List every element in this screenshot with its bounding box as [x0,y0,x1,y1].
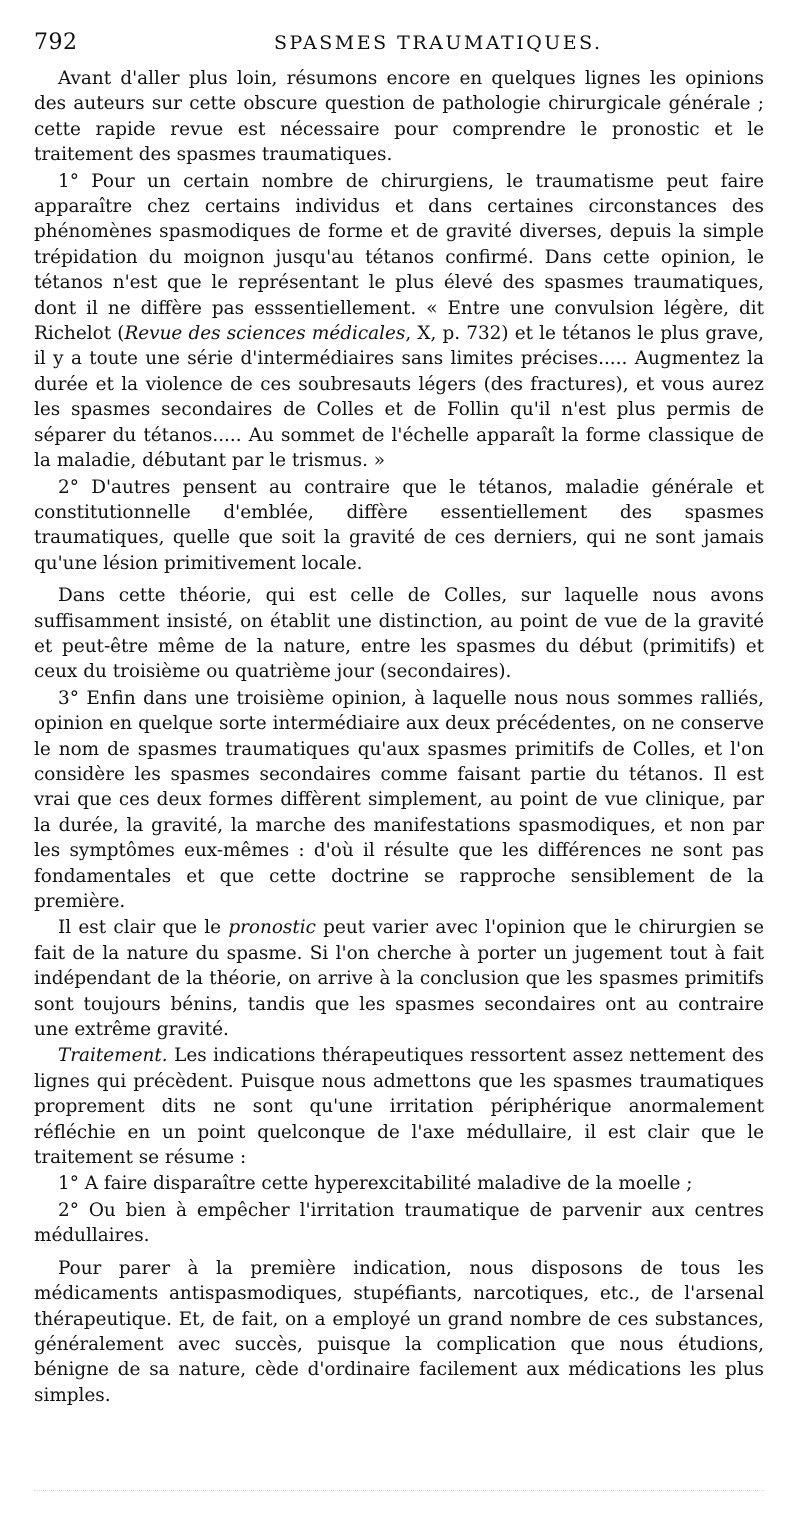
list-item-indication-2 [34,1198,764,1249]
paragraph-text: 2° Ou bien à empêcher l'irritation traumatique de parvenir aux centres médullaires. [34,1199,764,1247]
paragraph-opinion-3 [34,686,764,915]
page-header [34,30,764,60]
paragraph-text: , X, p. 732) et le tétanos le plus grave, il y a toute une série d'intermédiaires sans limites précises..... Augmentez la durée et la violence de ces soubresauts légers (des fractures), et vous aurez les spasmes secondaires de Colles et de Follin qu'il n'est plus permis de séparer du tétanos..... Au sommet de l'échelle apparaît la forme classique de la maladie, débutant par le trismus. » [34,323,764,472]
paragraph-opinion-2 [34,475,764,577]
paragraph-summary-intro [34,66,764,168]
emphasis-pronostic: pronostic [228,917,316,939]
section-lead-traitement: Traitement. [58,1045,168,1067]
running-title: SPASMES TRAUMATIQUES. [274,32,603,54]
citation-title: Revue des sciences médicales [124,323,406,345]
paragraph-text: 2° D'autres pensent au contraire que le tétanos, maladie générale et constitutionnelle d'emblée, diffère essentiellement des spasmes traumatiques, quelle que soit la gravité de ces derniers, qui ne sont jamais qu'une lésion primitivement locale. [34,476,764,574]
paragraph-treatment [34,1043,764,1170]
paragraph-text: 3° Enfin dans une troisième opinion, à laquelle nous nous sommes ralliés, opinion en quelque sorte intermédiaire aux deux précédentes, on ne conserve le nom de spasmes traumatiques qu'aux spasmes primitifs de Colles, et l'on considère les spasmes secondaires comme faisant partie du tétanos. Il est vrai que ces deux formes diffèrent simplement, au point de vue clinique, par la durée, la gravité, la marche des manifestations spasmodiques, et non par les symptômes eux-mêmes : d'où il résulte que les différences ne sont pas fondamentales et que cette doctrine se rapproche sensiblement de la première. [34,687,764,912]
paragraph-text: Les indications thérapeutiques ressortent assez nettement des lignes qui précèdent. Puisque nous admettons que les spasmes traumatiques proprement dits ne sont qu'une irritation périphérique anormalement réfléchie en un point quelconque de l'axe médullaire, il est clair que le traitement se résume : [34,1045,764,1169]
paragraph-prognosis [34,915,764,1042]
paragraph-text: peut varier avec l'opinion que le chirurgien se fait de la nature du spasme. Si l'on cherche à porter un jugement tout à fait indépendant de la théorie, on arrive à la conclusion que les spasmes primitifs sont toujours bénins, tandis que les spasmes secondaires ont au contraire une extrême gravité. [34,917,764,1041]
paragraph-text: Avant d'aller plus loin, résumons encore en quelques lignes les opinions des auteurs sur cette obscure question de pathologie chirurgicale générale ; cette rapide revue est nécessaire pour comprendre le pronostic et le traitement des spasmes traumatiques. [34,68,764,166]
list-item-indication-1 [34,1171,764,1196]
paragraph-first-indication [34,1256,764,1408]
paragraph-text: 1° Pour un certain nombre de chirurgiens, le traumatisme peut faire apparaître chez certains individus et dans certaines circonstances des phénomènes spasmodiques de forme et de gravité diverses, depuis la simple trépidation du moignon jusqu'au tétanos confirmé. Dans cette opinion, le tétanos n'est que le représentant le plus élevé des spasmes traumatiques, dont il ne diffère pas esssentiellement. « Entre une convulsion légère, dit Richelot ( [34,170,764,345]
paragraph-colles-theory [34,583,764,685]
page-number: 792 [34,30,78,55]
page-body [34,66,764,1408]
page-bottom-rule [34,1490,764,1503]
paragraph-text: Dans cette théorie, qui est celle de Colles, sur laquelle nous avons suffisamment insisté, on établit une distinction, au point de vue de la gravité et peut-être même de la nature, entre les spasmes du début (primitifs) et ceux du troisième ou quatrième jour (secondaires). [34,585,764,683]
paragraph-text: Il est clair que le [58,917,229,939]
paragraph-text: 1° A faire disparaître cette hyperexcitabilité maladive de la moelle ; [58,1173,693,1195]
paragraph-opinion-1 [34,169,764,474]
paragraph-text: Pour parer à la première indication, nous disposons de tous les médicaments antispasmodiques, stupéfiants, narcotiques, etc., de l'arsenal thérapeutique. Et, de fait, on a employé un grand nombre de ces substances, généralement avec succès, puisque la complication que nous étudions, bénigne de sa nature, cède d'ordinaire facilement aux médications les plus simples. [34,1257,764,1406]
